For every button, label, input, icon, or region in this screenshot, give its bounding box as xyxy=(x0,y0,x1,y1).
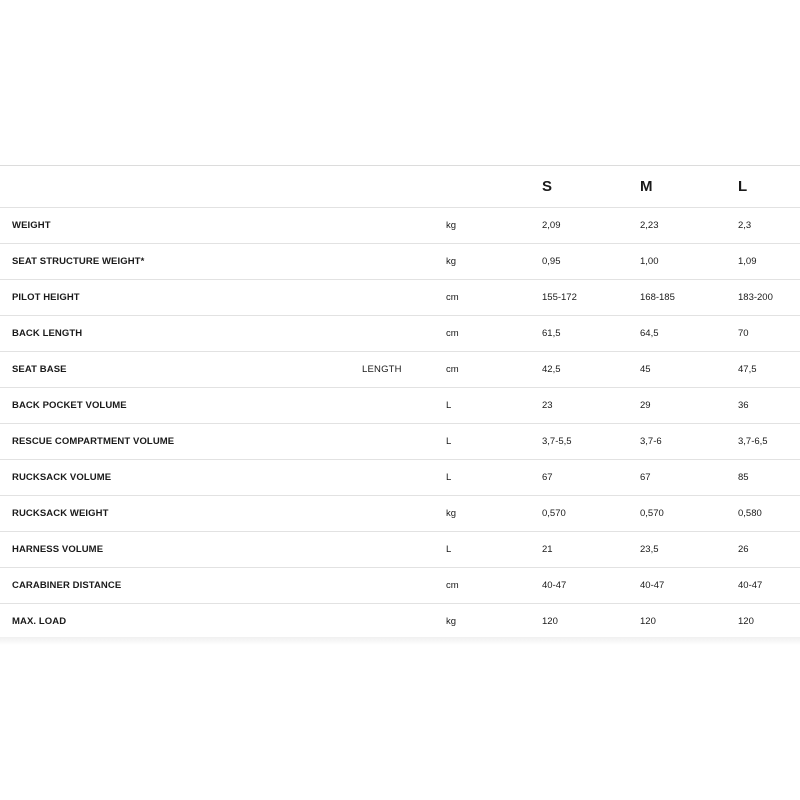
spec-value-m: 29 xyxy=(640,400,651,411)
spec-value-m: 67 xyxy=(640,472,651,483)
spec-label: SEAT STRUCTURE WEIGHT* xyxy=(12,256,145,267)
table-body xyxy=(0,207,800,639)
table-row xyxy=(0,279,800,315)
table-row xyxy=(0,531,800,567)
spec-label: RESCUE COMPARTMENT VOLUME xyxy=(12,436,175,447)
table-header-row xyxy=(0,165,800,207)
size-header-l: L xyxy=(738,178,748,195)
spec-label: RUCKSACK WEIGHT xyxy=(12,508,109,519)
spec-value-s: 23 xyxy=(542,400,553,411)
spec-value-s: 21 xyxy=(542,544,553,555)
spec-label: HARNESS VOLUME xyxy=(12,544,104,555)
table-row xyxy=(0,459,800,495)
spec-value-m: 45 xyxy=(640,364,651,375)
spec-label: CARABINER DISTANCE xyxy=(12,580,122,591)
spec-value-s: 155-172 xyxy=(542,292,577,303)
spec-unit: L xyxy=(446,544,452,555)
spec-value-m: 168-185 xyxy=(640,292,675,303)
spec-value-l: 0,580 xyxy=(738,508,762,519)
spec-unit: cm xyxy=(446,328,459,339)
table-row xyxy=(0,315,800,351)
spec-unit: cm xyxy=(446,292,459,303)
spec-value-s: 40-47 xyxy=(542,580,567,591)
spec-unit: kg xyxy=(446,616,457,627)
spec-label: MAX. LOAD xyxy=(12,616,67,627)
spec-value-s: 3,7-5,5 xyxy=(542,436,572,447)
spec-value-m: 1,00 xyxy=(640,256,659,267)
spec-value-l: 36 xyxy=(738,400,749,411)
spec-sublabel: LENGTH xyxy=(362,364,402,375)
spec-value-s: 67 xyxy=(542,472,553,483)
spec-unit: kg xyxy=(446,508,457,519)
spec-unit: L xyxy=(446,436,452,447)
table-row xyxy=(0,207,800,243)
spec-label: BACK POCKET VOLUME xyxy=(12,400,127,411)
spec-value-m: 2,23 xyxy=(640,220,659,231)
size-header-m: M xyxy=(640,178,653,195)
spec-label: WEIGHT xyxy=(12,220,51,231)
table-row xyxy=(0,387,800,423)
spec-value-s: 42,5 xyxy=(542,364,561,375)
spec-unit: L xyxy=(446,400,452,411)
spec-value-m: 23,5 xyxy=(640,544,659,555)
spec-value-m: 120 xyxy=(640,616,656,627)
spec-value-m: 64,5 xyxy=(640,328,659,339)
spec-label: SEAT BASE xyxy=(12,364,67,375)
table-row xyxy=(0,351,800,387)
spec-value-m: 40-47 xyxy=(640,580,665,591)
spec-value-l: 2,3 xyxy=(738,220,752,231)
spec-unit: cm xyxy=(446,580,459,591)
spec-value-l: 120 xyxy=(738,616,754,627)
spec-value-s: 0,95 xyxy=(542,256,561,267)
table-row xyxy=(0,567,800,603)
spec-unit: kg xyxy=(446,256,457,267)
spec-label: PILOT HEIGHT xyxy=(12,292,80,303)
spec-value-l: 40-47 xyxy=(738,580,763,591)
spec-label: RUCKSACK VOLUME xyxy=(12,472,112,483)
table-row xyxy=(0,243,800,279)
spec-value-s: 2,09 xyxy=(542,220,561,231)
spec-value-m: 3,7-6 xyxy=(640,436,662,447)
spec-value-l: 47,5 xyxy=(738,364,757,375)
spec-value-l: 183-200 xyxy=(738,292,773,303)
spec-unit: kg xyxy=(446,220,457,231)
spec-value-m: 0,570 xyxy=(640,508,664,519)
spec-value-s: 0,570 xyxy=(542,508,566,519)
table-row xyxy=(0,495,800,531)
spec-unit: L xyxy=(446,472,452,483)
spec-value-l: 85 xyxy=(738,472,749,483)
spec-table xyxy=(0,165,800,640)
spec-value-s: 61,5 xyxy=(542,328,561,339)
spec-value-l: 3,7-6,5 xyxy=(738,436,768,447)
spec-value-l: 26 xyxy=(738,544,749,555)
section-bottom-shadow xyxy=(0,637,800,645)
table-row xyxy=(0,603,800,639)
spec-value-l: 70 xyxy=(738,328,749,339)
spec-unit: cm xyxy=(446,364,459,375)
table-row xyxy=(0,423,800,459)
size-header-s: S xyxy=(542,178,553,195)
spec-value-s: 120 xyxy=(542,616,558,627)
spec-value-l: 1,09 xyxy=(738,256,757,267)
spec-label: BACK LENGTH xyxy=(12,328,83,339)
